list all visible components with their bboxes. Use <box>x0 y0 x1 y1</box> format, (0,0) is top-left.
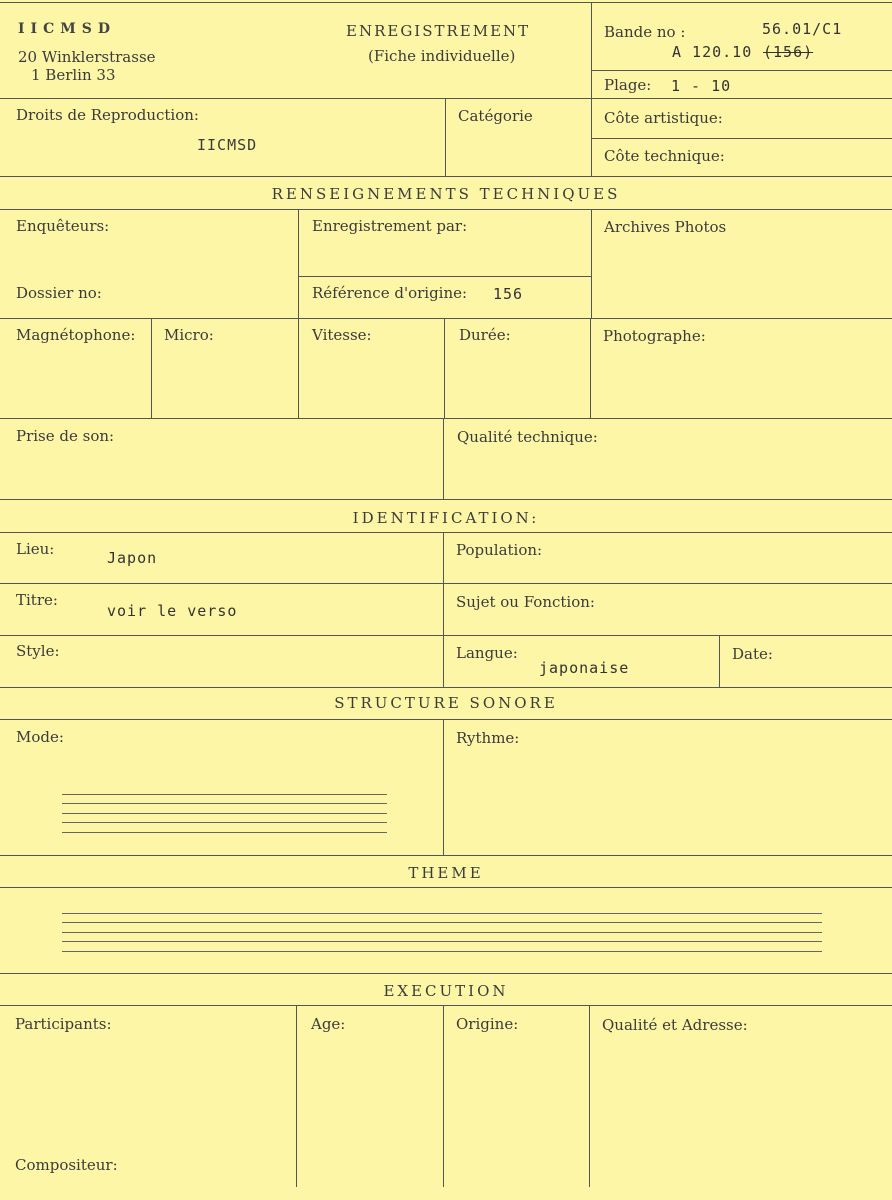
enregistrement-par-label: Enregistrement par: <box>312 217 468 235</box>
rights-bottom-line <box>0 176 892 177</box>
reference-label: Référence d'origine: <box>312 284 468 302</box>
sujet-label: Sujet ou Fonction: <box>456 593 595 611</box>
enregistrement-ref-line <box>298 276 591 277</box>
langue-value: japonaise <box>539 659 630 677</box>
identification-bottom-line <box>0 687 892 688</box>
mode-writing-line <box>62 822 387 823</box>
bande-value1: 56.01/C1 <box>762 20 843 38</box>
header-bottom-line <box>0 98 892 99</box>
technique-divider-1 <box>298 209 299 319</box>
age-origine-divider <box>443 1005 444 1187</box>
plage-label: Plage: <box>604 76 652 94</box>
theme-writing-line <box>62 932 822 933</box>
duree-label: Durée: <box>459 326 511 344</box>
origine-label: Origine: <box>456 1015 519 1033</box>
mode-rythme-divider <box>443 719 444 856</box>
origine-qualite-divider <box>589 1005 590 1187</box>
participants-age-divider <box>296 1005 297 1187</box>
section-title-theme: THEME <box>408 864 484 882</box>
address-line1: 20 Winklerstrasse <box>18 48 156 66</box>
top-border <box>0 2 892 3</box>
magnetophone-label: Magnétophone: <box>16 326 136 344</box>
structure-header-line <box>0 719 892 720</box>
categorie-label: Catégorie <box>458 107 533 125</box>
section-title-structure: STRUCTURE SONORE <box>334 694 558 712</box>
droits-value: IICMSD <box>197 136 258 154</box>
droits-label: Droits de Reproduction: <box>16 106 199 124</box>
theme-header-line <box>0 887 892 888</box>
lieu-bottom-line <box>0 583 892 584</box>
bande-value2: A 120.10 <box>672 43 753 61</box>
langue-label: Langue: <box>456 644 518 662</box>
lieu-value: Japon <box>107 549 158 567</box>
mode-label: Mode: <box>16 728 64 746</box>
titre-label: Titre: <box>16 591 58 609</box>
prise-qualite-divider <box>443 418 444 499</box>
bande-label: Bande no : <box>604 23 686 41</box>
qualite-technique-label: Qualité technique: <box>457 428 598 446</box>
qualite-adresse-label: Qualité et Adresse: <box>602 1016 748 1034</box>
section-title-technique: RENSEIGNEMENTS TECHNIQUES <box>271 185 621 203</box>
bande-value-struck: (156) <box>763 43 814 61</box>
archives-photos-label: Archives Photos <box>604 218 727 236</box>
langue-date-divider <box>719 635 720 687</box>
cote-divider <box>591 98 592 176</box>
compositeur-label: Compositeur: <box>15 1156 118 1174</box>
vitesse-duree-divider <box>444 318 445 418</box>
reference-value: 156 <box>493 285 524 303</box>
age-label: Age: <box>311 1015 346 1033</box>
rythme-label: Rythme: <box>456 729 520 747</box>
mode-writing-line <box>62 794 387 795</box>
enqueteurs-label: Enquêteurs: <box>16 217 110 235</box>
participants-label: Participants: <box>15 1015 112 1033</box>
technique-row2-bottom <box>0 418 892 419</box>
micro-label: Micro: <box>164 326 214 344</box>
mode-writing-line <box>62 832 387 833</box>
header-divider <box>591 2 592 98</box>
identification-header-line <box>0 532 892 533</box>
mag-micro-divider <box>151 318 152 418</box>
technique-divider-2 <box>591 209 592 319</box>
execution-header-line <box>0 1005 892 1006</box>
date-label: Date: <box>732 645 773 663</box>
titre-value: voir le verso <box>107 602 238 620</box>
vitesse-label: Vitesse: <box>312 326 372 344</box>
cote-mid-line <box>591 138 892 139</box>
population-label: Population: <box>456 541 543 559</box>
mode-writing-line <box>62 803 387 804</box>
technique-bottom-line <box>0 499 892 500</box>
technique-row1-bottom <box>0 318 892 319</box>
prise-de-son-label: Prise de son: <box>16 427 115 445</box>
form-subtitle: (Fiche individuelle) <box>368 47 516 65</box>
address-line2: 1 Berlin 33 <box>31 66 116 84</box>
photographe-label: Photographe: <box>603 327 706 345</box>
theme-writing-line <box>62 941 822 942</box>
theme-writing-line <box>62 913 822 914</box>
section-title-execution: EXECUTION <box>383 982 509 1000</box>
identification-divider <box>443 532 444 687</box>
org-logo: IICMSD <box>18 21 116 37</box>
mode-writing-line <box>62 813 387 814</box>
structure-bottom-line <box>0 855 892 856</box>
theme-bottom-line <box>0 973 892 974</box>
theme-writing-line <box>62 922 822 923</box>
duree-photo-divider <box>590 318 591 418</box>
style-label: Style: <box>16 642 60 660</box>
technique-header-line <box>0 209 892 210</box>
section-title-identification: IDENTIFICATION: <box>352 509 540 527</box>
categorie-divider <box>445 98 446 176</box>
theme-writing-line <box>62 951 822 952</box>
titre-bottom-line <box>0 635 892 636</box>
plage-value: 1 - 10 <box>671 77 732 95</box>
cote-artistique-label: Côte artistique: <box>604 109 723 127</box>
micro-vitesse-divider <box>298 318 299 418</box>
dossier-label: Dossier no: <box>16 284 102 302</box>
bande-plage-divider <box>591 70 892 71</box>
form-title: ENREGISTREMENT <box>346 22 531 40</box>
lieu-label: Lieu: <box>16 540 55 558</box>
cote-technique-label: Côte technique: <box>604 147 725 165</box>
